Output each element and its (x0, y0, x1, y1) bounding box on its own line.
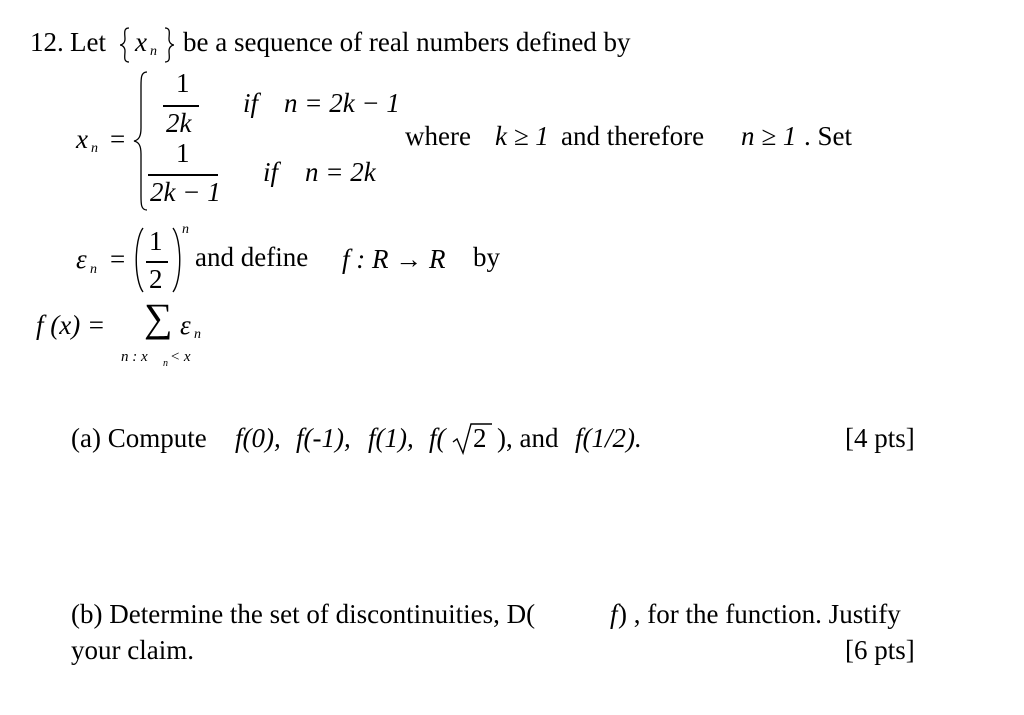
def-eq: = (110, 124, 126, 154)
case1-fraction-bar (163, 105, 199, 107)
case2-if: if (263, 157, 279, 187)
part-b-line1-a: (b) Determine the set of discontinuities, D( (71, 599, 536, 629)
part-b-points: [6 pts] (845, 635, 915, 665)
epsilon-fraction-bar (146, 261, 168, 263)
intro-let: Let (70, 27, 106, 57)
def-n: n (91, 141, 98, 156)
def-x: x (76, 124, 88, 154)
part-a-f0: f(0), (235, 423, 281, 453)
case2-num: 1 (176, 138, 190, 168)
part-a-fsqrt-post: ), and (497, 423, 559, 453)
part-a-fhalf: f(1/2). (575, 423, 642, 453)
part-b-line1-b: ) , for the function. Justify (618, 599, 901, 629)
where-k: k ≥ 1 (495, 121, 549, 151)
part-a-text: (a) Compute (71, 423, 207, 453)
part-b-line1-f: f (610, 599, 618, 629)
set-text: . Set (804, 121, 853, 151)
epsilon-den: 2 (149, 264, 163, 294)
problem-number: 12. (30, 27, 64, 57)
define-text: and define (195, 242, 309, 272)
case1-if: if (243, 88, 259, 118)
sum-term: ε (180, 310, 191, 340)
case2-den: 2k − 1 (150, 177, 221, 207)
case1-num: 1 (176, 68, 190, 98)
part-a-points: [4 pts] (845, 423, 915, 453)
case2-fraction-bar (148, 174, 218, 176)
and-therefore: and therefore (561, 121, 705, 151)
sqrt-arg: 2 (473, 423, 487, 453)
sum-index-tail: < x (170, 349, 191, 365)
part-b-line2: your claim. (71, 635, 194, 665)
part-a-fm1: f(-1), (296, 423, 351, 453)
intro-rest: be a sequence of real numbers defined by (183, 27, 631, 57)
by-text: by (473, 242, 500, 272)
sum-index-sub: n (163, 358, 168, 369)
epsilon-eq: = (110, 244, 126, 274)
seq-x: x (135, 27, 147, 57)
where-text: where (405, 121, 471, 151)
seq-n: n (150, 44, 157, 59)
map-text: f : R → R (342, 244, 446, 274)
sigma-icon: ∑ (144, 295, 173, 340)
case1-den: 2k (166, 108, 192, 138)
epsilon-num: 1 (149, 226, 163, 256)
where-n: n ≥ 1 (741, 121, 797, 151)
sum-index: n : x (121, 349, 148, 365)
sum-term-sub: n (194, 327, 201, 342)
function-lhs: f (x) = (36, 310, 106, 340)
part-a-f1: f(1), (368, 423, 414, 453)
part-a-fsqrt-pre: f( (429, 423, 446, 453)
case1-cond: n = 2k − 1 (284, 88, 400, 118)
epsilon-sub: n (90, 262, 97, 277)
epsilon-exp: n (182, 222, 189, 237)
case2-cond: n = 2k (305, 157, 376, 187)
epsilon-symbol: ε (76, 244, 87, 274)
